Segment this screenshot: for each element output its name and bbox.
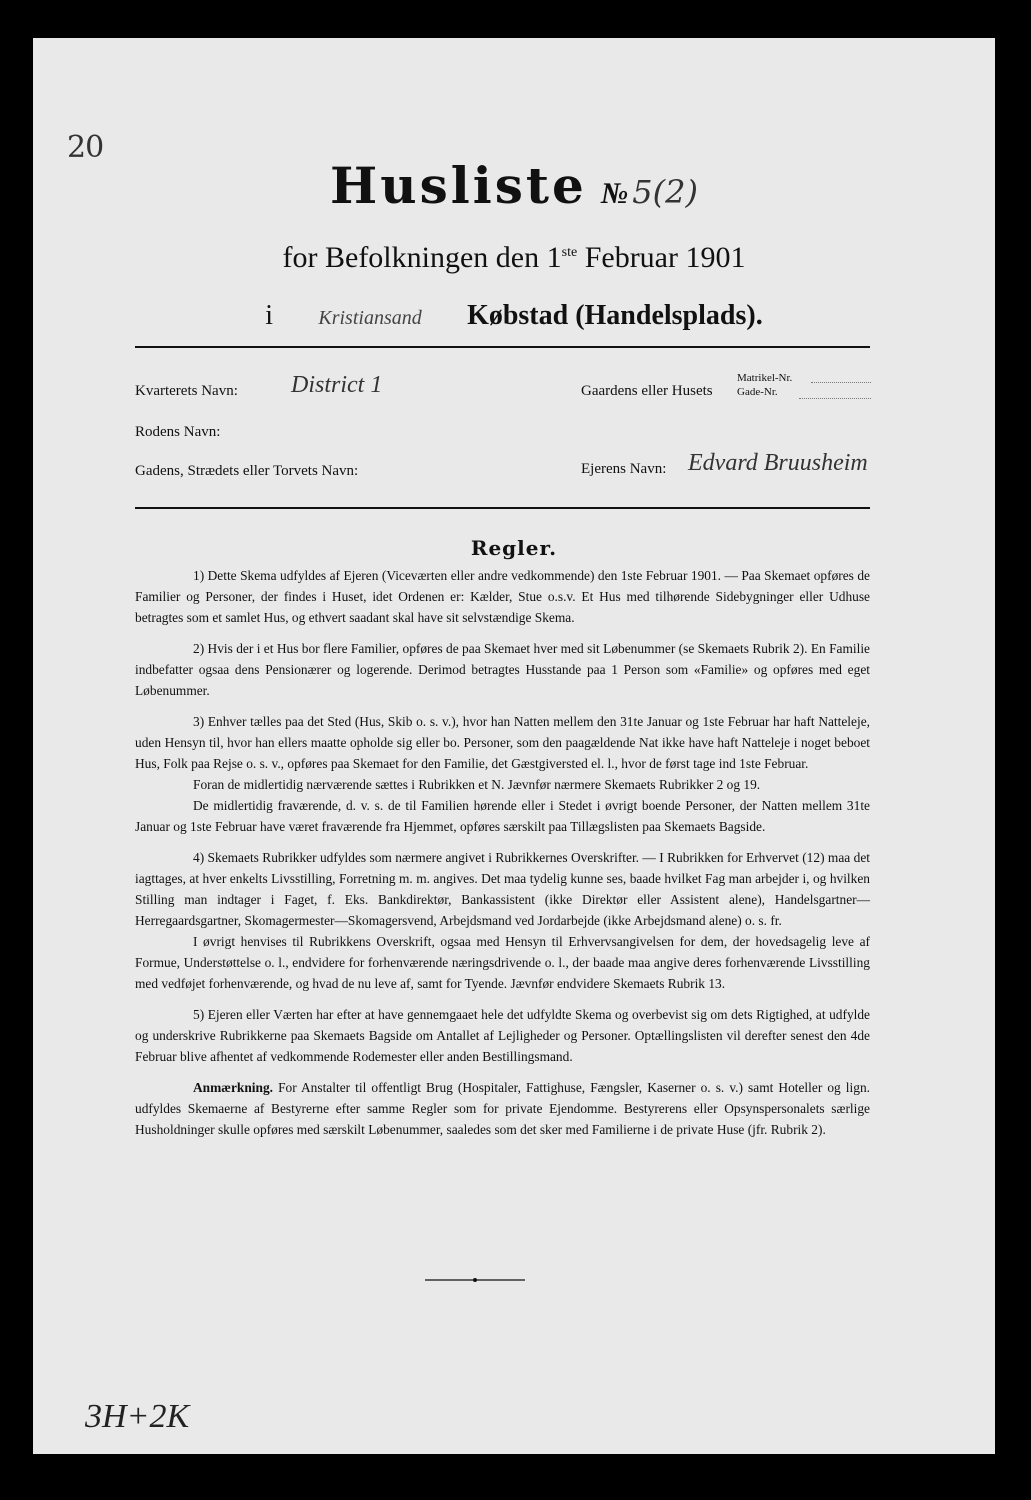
place-prefix: i (265, 300, 274, 331)
matrikel-gadenr (737, 371, 792, 399)
subtitle-pre: for Befolkningen den 1 (282, 241, 562, 274)
number-label: № (600, 177, 629, 210)
place-type: Købstad (Handelsplads). (467, 300, 763, 331)
census-date-line (33, 241, 995, 275)
kvarter-label: Kvarterets Navn: (135, 383, 238, 399)
handwritten-place: Kristiansand (318, 307, 422, 329)
place-line (33, 300, 995, 332)
subtitle-sup: ste (561, 245, 578, 260)
rule-1: 1) Dette Skema udfyldes af Ejeren (Viceværten eller andre vedkommende) den 1ste Februar 1901. — Paa Skemaet opføres de Familier og Personer, der findes i Huset, idet Ordenen er: Kælder, Stue o.s.v. Et Hus med tilhørende Sidebygninger eller Udhuse betragtes som et samlet Hus, og ethvert saadant skal have sit selvstændige Skema. (135, 568, 870, 625)
archive-number: 20 (67, 130, 104, 165)
rule-3-n: Foran de midlertidig nærværende sættes i Rubrikken et N. Jævnfør nærmere Skemaets Rubrikker 2 og 19. (193, 777, 761, 792)
rule-3: 3) Enhver tælles paa det Sted (Hus, Skib o. s. v.), hvor han Natten mellem den 31te Januar og 1ste Februar har haft Natteleje, uden Hensyn til, hvor han ellers maatte opholde sig eller bo. Personer, som den paagældende Nat ikke have haft Natteleje i noget beboet Hus, Folk paa Rejse o. s. v., opføres paa Skemaet for den Familie, det Gæstgiversted el. l., hvor de først tage ind 1ste Februar. (135, 714, 870, 771)
matrikel-label: Matrikel-Nr. (737, 372, 793, 384)
kvarter-value: District 1 (291, 372, 383, 398)
gaard-label: Gaardens eller Husets (581, 383, 713, 399)
rules-text (135, 565, 870, 1140)
matrikel-line (811, 382, 871, 383)
bottom-divider (135, 507, 870, 509)
document-page (33, 38, 995, 1454)
ornament-divider (425, 1278, 525, 1282)
gade-label: Gadens, Strædets eller Torvets Navn: (135, 463, 359, 479)
note-label: Anmærkning. (193, 1080, 273, 1095)
rule-4-cont: I øvrigt henvises til Rubrikkens Overskrift, ogsaa med Hensyn til Erhvervsangivelsen for dem, der hovedsagelig leve af Formue, Understøttelse o. l., endvidere for forhenværende næringsdrivende o. l., der baade maa angive deres forhenværende Livsstilling med vedføjet forhenværende, og hvad de nu leve af, samt for Tyende. Jævnfør endvidere Skemaets Rubrik 13. (135, 934, 870, 991)
rules-heading: Regler. (470, 536, 558, 560)
note (135, 1077, 870, 1140)
gadenr-line (799, 398, 871, 399)
rule-4: 4) Skemaets Rubrikker udfyldes som nærmere angivet i Rubrikkernes Overskrifter. — I Rubrikken for Erhvervet (12) maa det iagttages, at hver enkelts Livsstilling, Forretning m. m. angives. Det maa tydelig kunne ses, baade hvilket Fag man arbejder i, og hvilken Stilling man indtager i Faget, f. Eks. Bankdirektør, Bankassistent (ikke Direktør eller Assistent alene), Handelsgartner—Herregaardsgartner, Skomagermester—Skomagersvend, Arbejdsmand ved Jordarbejde (ikke Arbejdsmand alene) o. s. fr. (135, 850, 870, 928)
subtitle-post: Februar 1901 (584, 241, 746, 274)
eier-value: Edvard Bruusheim (688, 450, 868, 476)
rule-3-absent: De midlertidig fraværende, d. v. s. de til Familien hørende eller i Stedet i øvrigt boende Personer, der Natten mellem 31te Januar og 1ste Februar have været fraværende fra Hjemmet, opføres særskilt paa Tillægslisten paa Skemaets Bagside. (135, 798, 870, 834)
handwritten-number: 5(2) (632, 173, 698, 211)
top-divider (135, 346, 870, 348)
eier-label: Ejerens Navn: (581, 461, 667, 477)
title-text: Husliste (330, 156, 587, 215)
note-text: For Anstalter til offentligt Brug (Hospitaler, Fattighuse, Fængsler, Kaserner o. s. v.) samt Hoteller og lign. udfyldes Skemaerne af Bestyrerne efter samme Regler som for private Ejendomme. Bestyrerens eller Opsynspersonalets særlige Husholdninger skulle opføres med særskilt Løbenummer, saaledes som det sker med Familierne i de private Huse (jfr. Rubrik 2). (135, 1080, 870, 1137)
rule-2: 2) Hvis der i et Hus bor flere Familier, opføres de paa Skemaet hver med sit Løbenummer (se Skemaets Rubrik 2). En Familie indbefatter ogsaa dens Pensionærer og logerende. Derimod betragtes Husstande paa 1 Person som «Familie» og opføres med eget Løbenummer. (135, 641, 870, 698)
document-title (33, 156, 995, 215)
rule-5: 5) Ejeren eller Værten har efter at have gennemgaaet hele det udfyldte Skema og overbevist sig om dets Rigtighed, at udfylde og underskrive Rubrikkerne paa Skemaets Bagside om Antallet af Lejligheder og Personer. Optællingslisten vil derefter senest den 4de Februar blive afhentet af vedkommende Rodemester eller anden Bestillingsmand. (135, 1007, 870, 1064)
gadenr-label: Gade-Nr. (737, 386, 778, 398)
rode-label: Rodens Navn: (135, 424, 221, 440)
handwritten-tally: 3H+2K (85, 1398, 190, 1435)
